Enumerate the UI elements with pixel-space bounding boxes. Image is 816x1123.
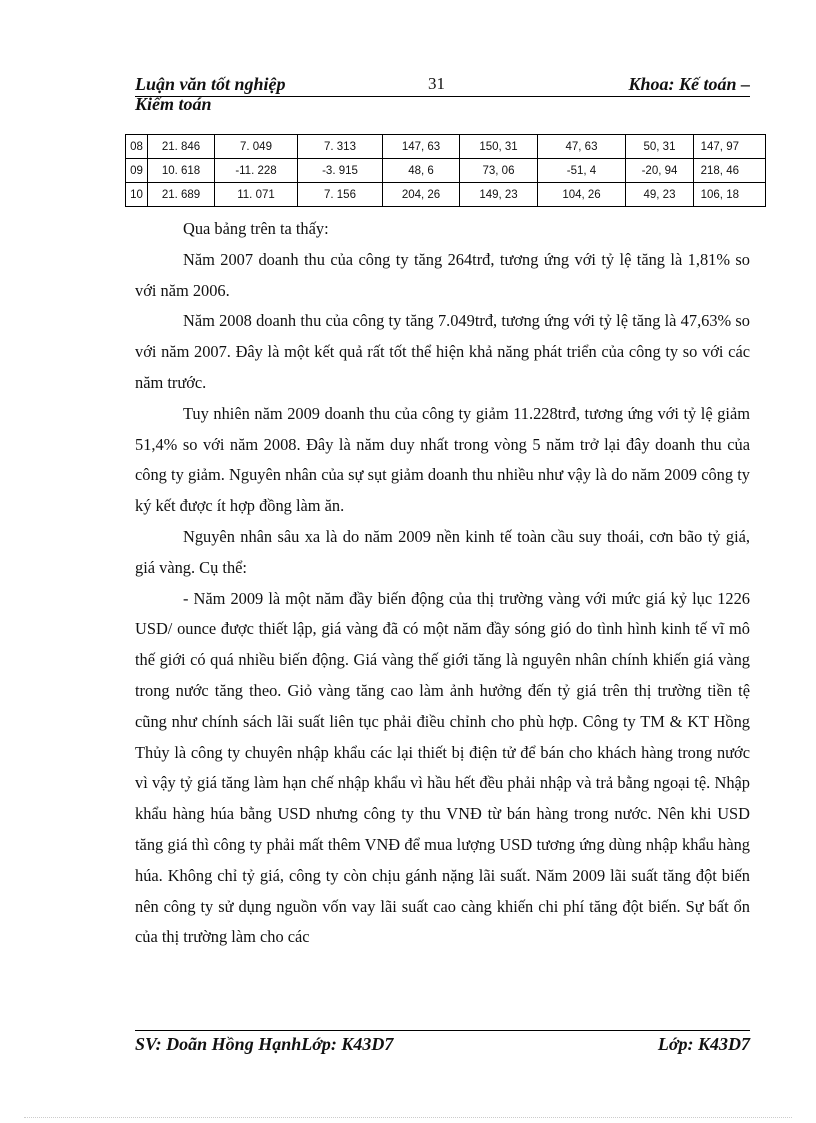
table-cell: 21. 689 [148, 183, 215, 207]
table-cell: 7. 049 [215, 135, 298, 159]
page-header [135, 74, 750, 114]
paragraph-gold-market: - Năm 2009 là một năm đầy biến động của thị trường vàng với mức giá kỷ lục 1226 USD/ ounce được thiết lập, giá vàng đã có một năm đầy sóng gió do tình hình kinh tế vĩ mô thế giới có quá nhiều biến động. Giá vàng thế giới tăng là nguyên nhân chính khiến giá vàng trong nước tăng theo. Giỏ vàng tăng cao làm ảnh hưởng đến tỷ giá trên thị trường tiền tệ cũng như chính sách lãi suất liên tục phải điều chỉnh cho phù hợp. Công ty TM & KT Hồng Thủy là công ty chuyên nhập khẩu các lại thiết bị điện tử để bán cho khách hàng trong nước vì vậy tỷ giá tăng làm hạn chế nhập khẩu vì hầu hết đều phải nhập và trả bằng ngoại tệ. Nhập khẩu hàng húa bằng USD nhưng công ty thu VNĐ từ bán hàng trong nước. Nên khi USD tăng giá thì công ty phải mất thêm VNĐ để mua lượng USD tương ứng dùng nhập khẩu hàng húa. Không chỉ tỷ giá, công ty còn chịu gánh nặng lãi suất. Năm 2009 lãi suất tăng đột biến nên công ty sử dụng nguồn vốn vay lãi suất cao càng khiến chi phí tăng đột biến. Sự bất ổn của thị trường làm cho các [135, 588, 750, 947]
page-number: 31 [428, 74, 445, 93]
table-cell: 49, 23 [626, 183, 694, 207]
revenue-table [125, 134, 766, 207]
table-cell: 09 [126, 159, 148, 183]
table-cell: 11. 071 [215, 183, 298, 207]
table-cell: 149, 23 [460, 183, 538, 207]
table-cell: 08 [126, 135, 148, 159]
table-cell: 104, 26 [538, 183, 626, 207]
table-cell: 147, 97 [694, 135, 766, 159]
paragraph-2009: Tuy nhiên năm 2009 doanh thu của công ty giảm 11.228trđ, tương ứng với tỷ lệ giảm 51,4% so với năm 2008. Đây là năm duy nhất trong vòng 5 năm trở lại đây doanh thu của công ty giảm. Nguyên nhân của sự sụt giảm doanh thu nhiều như vậy là do năm 2009 công ty ký kết được ít hợp đồng làm ăn. [135, 403, 750, 516]
table-cell: 10 [126, 183, 148, 207]
table-cell: 7. 156 [298, 183, 383, 207]
table-cell: -11. 228 [215, 159, 298, 183]
paragraph-intro: Qua bảng trên ta thấy: [183, 219, 329, 238]
header-faculty-continuation: Kiểm toán [135, 94, 212, 114]
table-row [126, 183, 766, 207]
table-cell: 147, 63 [383, 135, 460, 159]
paragraph-2007: Năm 2007 doanh thu của công ty tăng 264trđ, tương ứng với tỷ lệ tăng là 1,81% so với năm 2006. [135, 249, 750, 300]
table-cell: 47, 63 [538, 135, 626, 159]
table-cell: -51, 4 [538, 159, 626, 183]
table-cell: 10. 618 [148, 159, 215, 183]
table-cell: -20, 94 [626, 159, 694, 183]
table-cell: 218, 46 [694, 159, 766, 183]
page-footer [135, 1030, 750, 1054]
table-cell: -3. 915 [298, 159, 383, 183]
footer-student: SV: Doãn Hồng HạnhLớp: K43D7 [135, 1034, 394, 1054]
table-cell: 204, 26 [383, 183, 460, 207]
table-cell: 21. 846 [148, 135, 215, 159]
page-edge-divider [24, 1117, 792, 1118]
table-cell: 50, 31 [626, 135, 694, 159]
footer-class: Lớp: K43D7 [657, 1034, 750, 1054]
table-cell: 7. 313 [298, 135, 383, 159]
table-cell: 150, 31 [460, 135, 538, 159]
table-cell: 106, 18 [694, 183, 766, 207]
paragraph-2008: Năm 2008 doanh thu của công ty tăng 7.049trđ, tương ứng với tỷ lệ tăng là 47,63% so với năm 2007. Đây là một kết quả rất tốt thể hiện khả năng phát triển của công ty so với các năm trước. [135, 311, 750, 392]
table-row [126, 159, 766, 183]
table-row [126, 135, 766, 159]
header-thesis-title: Luận văn tốt nghiệp [135, 74, 286, 94]
paragraph-cause: Nguyên nhân sâu xa là do năm 2009 nền kinh tế toàn cầu suy thoái, cơn bão tỷ giá, giá vàng. Cụ thể: [135, 526, 750, 577]
table-cell: 48, 6 [383, 159, 460, 183]
body-text [135, 214, 750, 953]
header-faculty: Khoa: Kế toán – [628, 74, 750, 94]
table-cell: 73, 06 [460, 159, 538, 183]
